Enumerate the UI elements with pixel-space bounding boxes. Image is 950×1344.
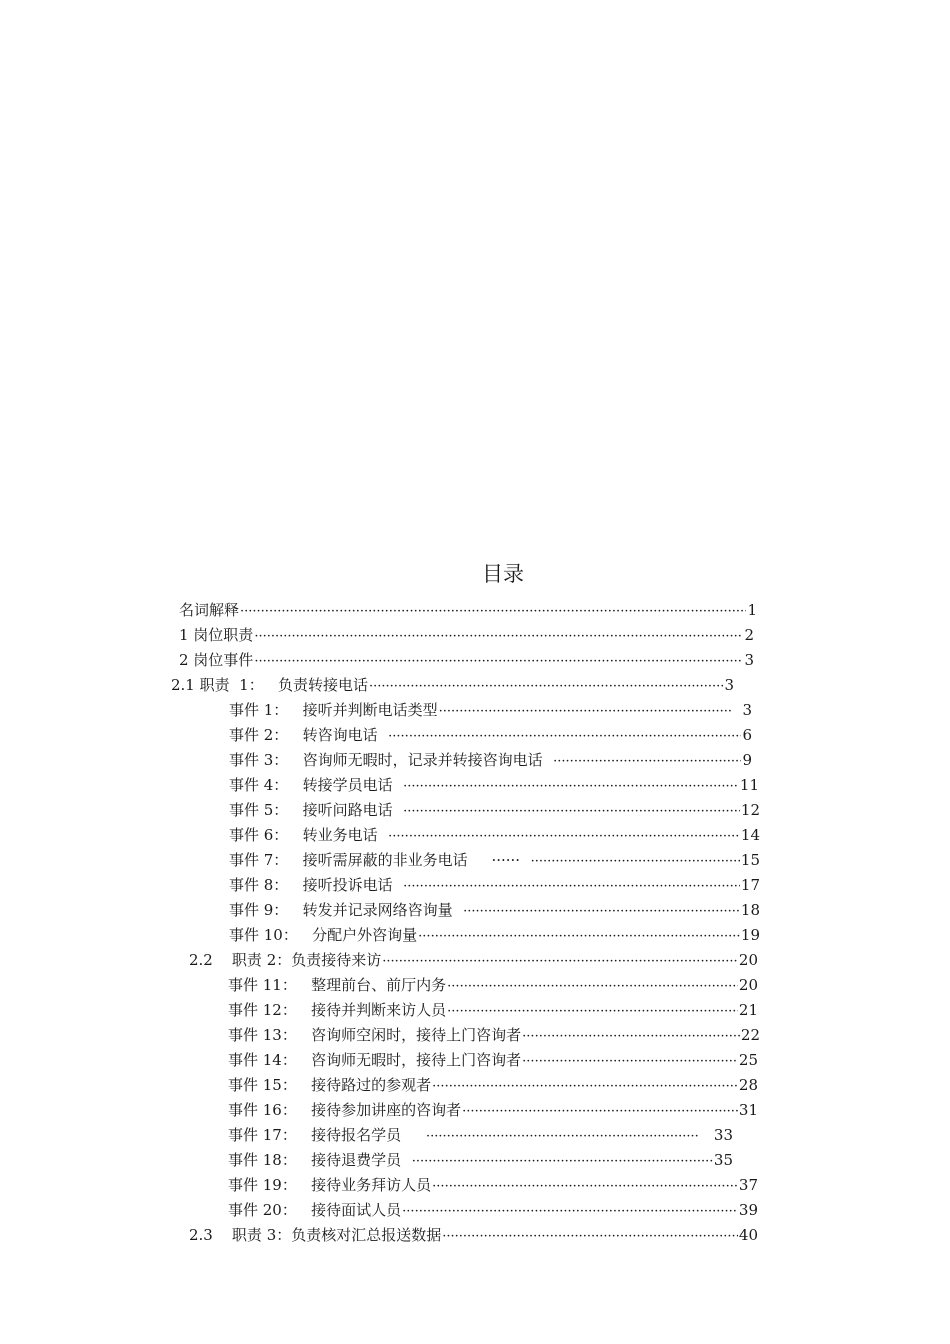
toc-entry-page: 6 <box>742 726 752 744</box>
toc-entry-label: 事件 4： 转接学员电话 <box>229 776 403 794</box>
toc-entry-label: 事件 1： 接听并判断电话类型 <box>229 701 438 719</box>
toc-entry-label: 2.3 职责 3：负责核对汇总报送数据 <box>189 1226 442 1244</box>
toc-leader-dots <box>388 825 740 849</box>
toc-leader-dots <box>254 625 743 649</box>
toc-leader-dots <box>403 875 740 899</box>
toc-leader-dots <box>442 1225 738 1249</box>
toc-entry-page: 14 <box>740 826 760 844</box>
toc-entry-page: 35 <box>713 1151 733 1169</box>
toc-entry-label: 事件 8： 接听投诉电话 <box>229 876 403 894</box>
toc-entry[interactable] <box>229 923 760 947</box>
toc-entry[interactable] <box>179 623 754 647</box>
toc-entry-label: 事件 16： 接待参加讲座的咨询者 <box>228 1101 462 1119</box>
toc-leader-dots <box>369 675 723 699</box>
toc-entry[interactable] <box>228 1023 760 1047</box>
toc-leader-dots <box>402 1200 738 1224</box>
toc-entry-label: 事件 9： 转发并记录网络咨询量 <box>229 901 463 919</box>
toc-entry-label: 名词解释 <box>179 601 240 619</box>
toc-leader-dots <box>531 850 740 874</box>
toc-entry-label: 事件 15： 接待路过的参观者 <box>228 1076 432 1094</box>
toc-leader-dots <box>447 1000 738 1024</box>
toc-leader-dots <box>462 1100 738 1124</box>
toc-entry[interactable] <box>171 673 734 697</box>
toc-entry-page: 3 <box>724 676 734 694</box>
toc-entry-label: 事件 12： 接待并判断来访人员 <box>228 1001 447 1019</box>
toc-entry-page: 21 <box>738 1001 758 1019</box>
toc-entry-page: 25 <box>738 1051 758 1069</box>
toc-entry-page: 19 <box>740 926 760 944</box>
toc-entry[interactable] <box>228 1198 758 1222</box>
toc-leader-dots <box>522 1050 738 1074</box>
toc-entry[interactable] <box>228 1148 733 1172</box>
toc-entry-page: 31 <box>738 1101 758 1119</box>
toc-entry[interactable] <box>229 798 760 822</box>
toc-entry-page: 15 <box>740 851 760 869</box>
toc-entry[interactable] <box>179 648 754 672</box>
toc-entry-label: 2.2 职责 2：负责接待来访 <box>189 951 382 969</box>
toc-entry-label: 事件 20： 接待面试人员 <box>228 1201 402 1219</box>
toc-entry[interactable] <box>228 1098 758 1122</box>
toc-leader-dots <box>240 600 746 624</box>
toc-entry-page: 2 <box>744 626 754 644</box>
toc-leader-dots <box>553 750 741 774</box>
toc-entry-page: 37 <box>738 1176 758 1194</box>
toc-entry-label: 事件 5： 接听问路电话 <box>229 801 403 819</box>
toc-entry-label: 事件 10： 分配户外咨询量 <box>229 926 418 944</box>
toc-entry-label: 事件 19： 接待业务拜访人员 <box>228 1176 432 1194</box>
toc-entry-label: 事件 7： 接听需屏蔽的非业务电话 ······ <box>229 851 530 869</box>
toc-leader-dots <box>403 775 739 799</box>
toc-entry[interactable] <box>229 873 760 897</box>
toc-entry-label: 1 岗位职责 <box>179 626 254 644</box>
toc-leader-dots <box>432 1075 738 1099</box>
toc-leader-dots <box>412 1150 713 1174</box>
toc-entry[interactable] <box>229 748 752 772</box>
toc-entry[interactable] <box>229 773 759 797</box>
toc-entry-page: 9 <box>742 751 752 769</box>
toc-entry-label: 事件 14： 咨询师无暇时，接待上门咨询者 <box>228 1051 522 1069</box>
toc-entry[interactable] <box>179 598 757 622</box>
toc-entry-label: 事件 6： 转业务电话 <box>229 826 388 844</box>
toc-entry[interactable] <box>189 948 758 972</box>
toc-entry[interactable] <box>229 723 752 747</box>
toc-leader-dots <box>382 950 738 974</box>
toc-leader-dots <box>447 975 738 999</box>
toc-entry-label: 事件 17： 接待报名学员 <box>228 1126 426 1144</box>
toc-entry-label: 事件 13： 咨询师空闲时，接待上门咨询者 <box>228 1026 522 1044</box>
toc-leader-dots <box>388 725 741 749</box>
toc-entry[interactable] <box>229 698 752 722</box>
toc-entry-page: 33 <box>699 1126 733 1144</box>
toc-entry-page: 22 <box>740 1026 760 1044</box>
toc-entry-page: 17 <box>740 876 760 894</box>
toc-entry-label: 2.1 职责 1： 负责转接电话 <box>171 676 369 694</box>
toc-entry[interactable] <box>228 1173 758 1197</box>
toc-entry[interactable] <box>228 1073 758 1097</box>
toc-entry-page: 28 <box>738 1076 758 1094</box>
toc-entry-label: 事件 2： 转咨询电话 <box>229 726 388 744</box>
toc-leader-dots <box>439 700 732 724</box>
toc-entry-page: 11 <box>739 776 759 794</box>
toc-leader-dots <box>432 1175 738 1199</box>
toc-entry-label: 事件 18： 接待退费学员 <box>228 1151 411 1169</box>
toc-leader-dots <box>403 800 740 824</box>
toc-entry-page: 39 <box>738 1201 758 1219</box>
toc-leader-dots <box>418 925 740 949</box>
toc-entry[interactable] <box>228 1048 758 1072</box>
toc-leader-dots <box>426 1125 699 1149</box>
toc-entry[interactable] <box>229 898 760 922</box>
toc-leader-dots <box>522 1025 740 1049</box>
toc-entry[interactable] <box>189 1223 758 1247</box>
toc-entry-page: 40 <box>738 1226 758 1244</box>
toc-title: 目录 <box>482 562 524 586</box>
toc-entry[interactable] <box>228 1123 733 1147</box>
toc-entry-page: 12 <box>740 801 760 819</box>
toc-entry-page: 3 <box>732 701 752 719</box>
toc-entry[interactable] <box>228 973 758 997</box>
toc-leader-dots <box>463 900 740 924</box>
toc-entry[interactable] <box>229 848 760 872</box>
toc-entry-label: 事件 11： 整理前台、前厅内务 <box>228 976 447 994</box>
toc-entry-page: 20 <box>738 976 758 994</box>
toc-entry[interactable] <box>229 823 760 847</box>
toc-entry-page: 1 <box>747 601 757 619</box>
toc-entry[interactable] <box>228 998 758 1022</box>
toc-entry-page: 20 <box>738 951 758 969</box>
toc-leader-dots <box>254 650 743 674</box>
toc-entry-label: 事件 3： 咨询师无暇时，记录并转接咨询电话 <box>229 751 553 769</box>
toc-entry-label: 2 岗位事件 <box>179 651 254 669</box>
toc-entry-page: 18 <box>740 901 760 919</box>
toc-entry-page: 3 <box>744 651 754 669</box>
